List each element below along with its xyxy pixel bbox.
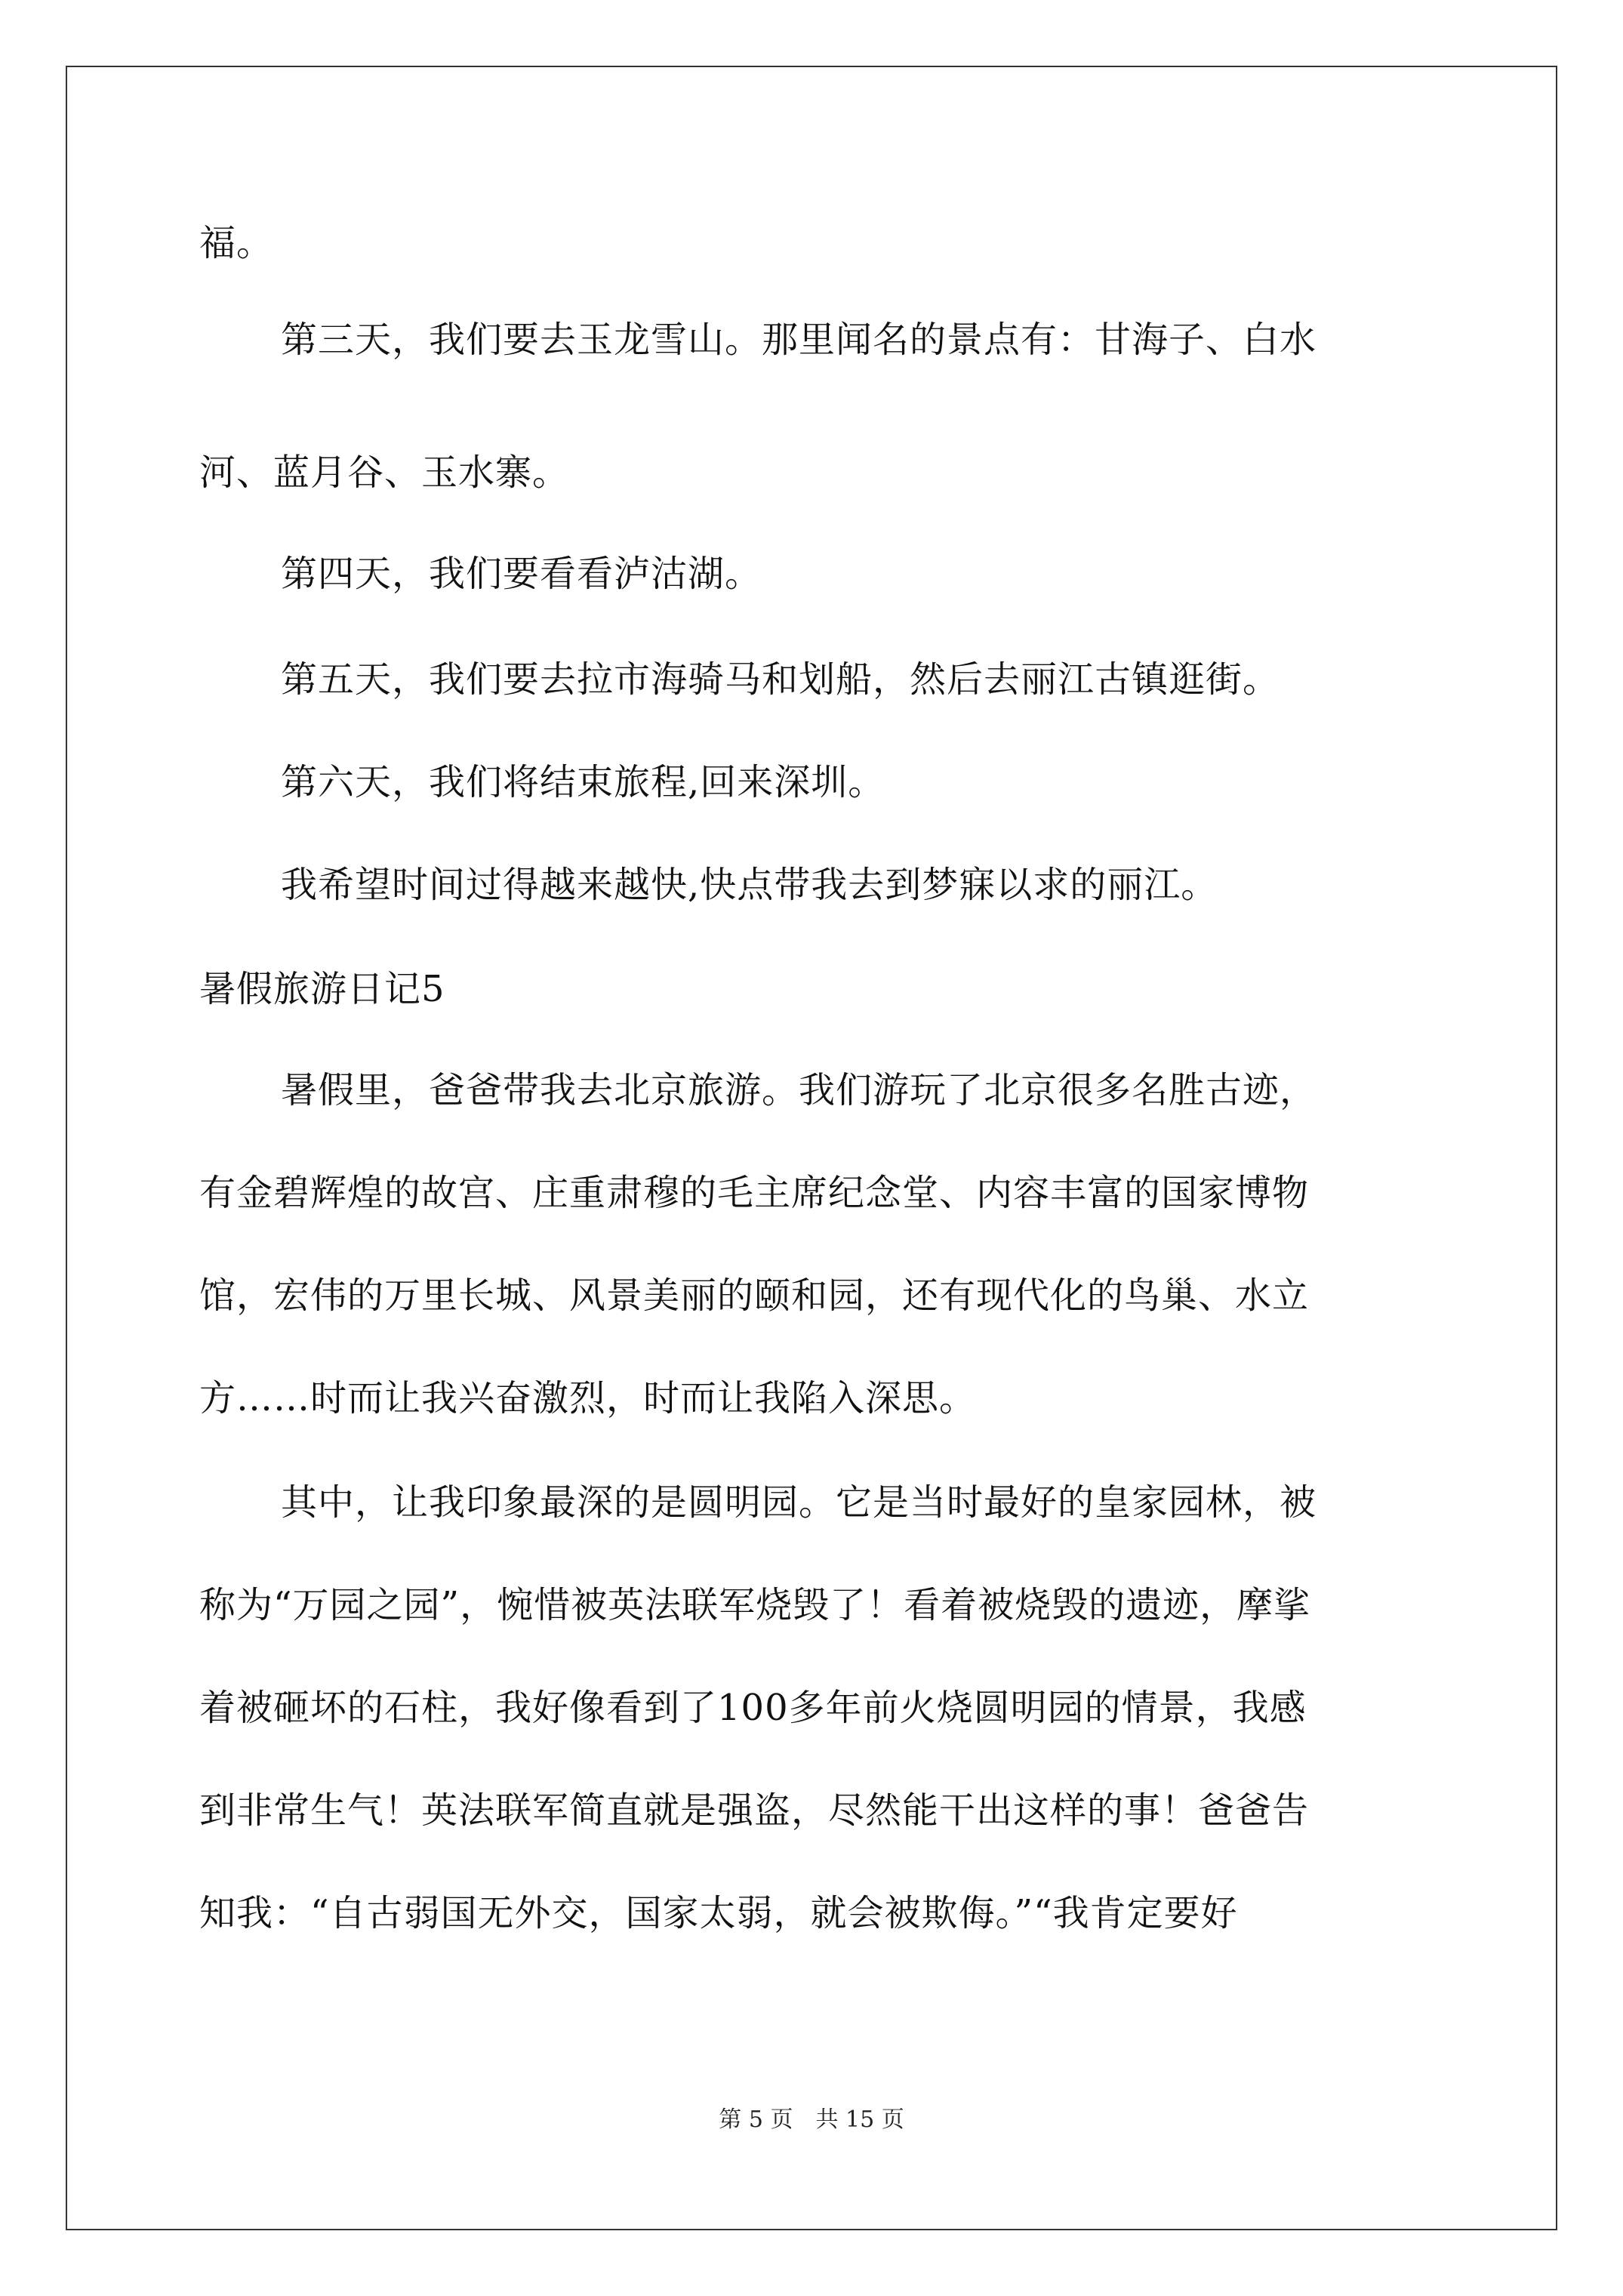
text-line: 暑假里，爸爸带我去北京旅游。我们游玩了北京很多名胜古迹， [281, 1069, 1317, 1111]
text-line: 方……时而让我兴奋激烈，时而让我陷入深思。 [199, 1377, 977, 1419]
text-line: 我希望时间过得越来越快,快点带我去到梦寐以求的丽江。 [281, 864, 1218, 906]
page-number-footer: 第 5 页 共 15 页 [719, 2106, 904, 2133]
text-line: 第三天，我们要去玉龙雪山。那里闻名的景点有：甘海子、白水 [281, 319, 1317, 361]
text-line: 第四天，我们要看看泸沽湖。 [281, 553, 762, 595]
text-line: 有金碧辉煌的故宫、庄重肃穆的毛主席纪念堂、内容丰富的国家博物 [199, 1172, 1310, 1214]
text-line: 河、蓝月谷、玉水寨。 [199, 451, 570, 494]
text-line: 第六天，我们将结束旅程,回来深圳。 [281, 761, 885, 803]
section-heading: 暑假旅游日记5 [199, 968, 445, 1010]
text-line: 馆，宏伟的万里长城、风景美丽的颐和园，还有现代化的鸟巢、水立 [199, 1274, 1310, 1317]
text-line: 知我：“自古弱国无外交，国家太弱，就会被欺侮。”“我肯定要好 [199, 1892, 1238, 1934]
text-line: 着被砸坏的石柱，我好像看到了100多年前火烧圆明园的情景，我感 [199, 1687, 1307, 1729]
text-line: 称为“万园之园”，惋惜被英法联军烧毁了！看着被烧毁的遗迹，摩挲 [199, 1584, 1311, 1626]
text-line: 福。 [199, 222, 274, 264]
text-line: 第五天，我们要去拉市海骑马和划船，然后去丽江古镇逛街。 [281, 658, 1280, 701]
text-line: 到非常生气！英法联军简直就是强盗，尽然能干出这样的事！爸爸告 [199, 1789, 1310, 1832]
text-line: 其中，让我印象最深的是圆明园。它是当时最好的皇家园林，被 [281, 1481, 1317, 1524]
